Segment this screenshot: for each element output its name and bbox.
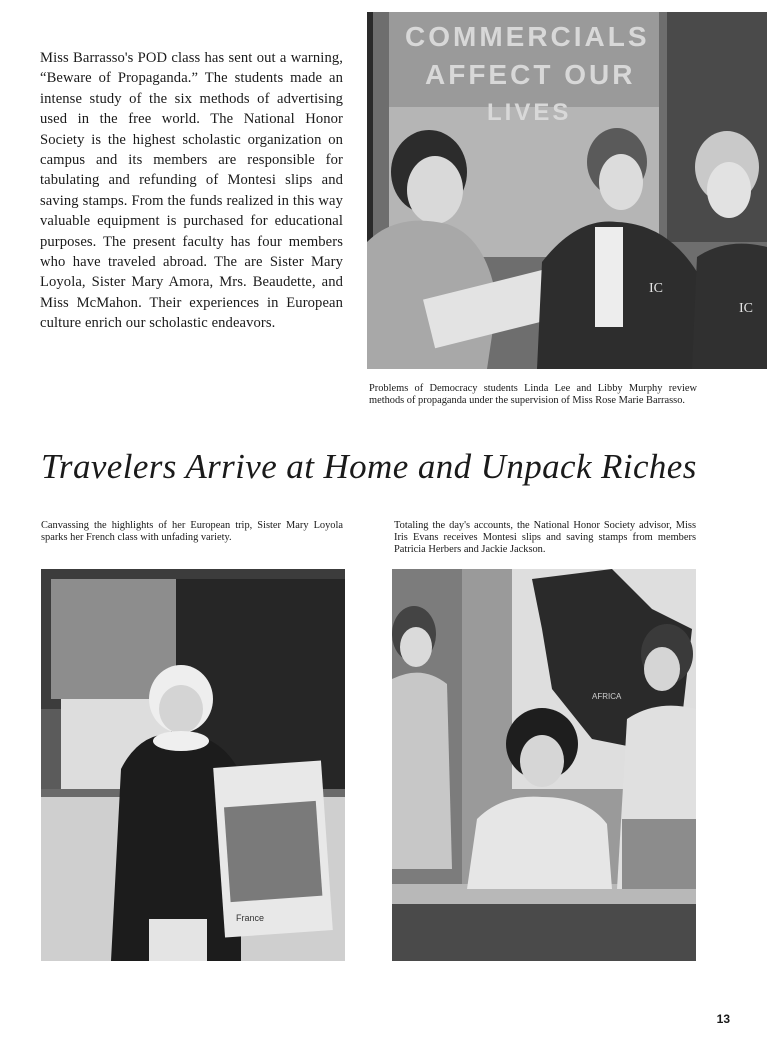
map-label: AFRICA: [592, 692, 622, 701]
photo-sister-mary-loyola: [41, 569, 345, 961]
photo-honor-society: [392, 569, 696, 961]
headline: Travelers Arrive at Home and Unpack Riches: [41, 447, 697, 486]
photo-propaganda-class: [367, 12, 767, 369]
caption-honor-society: Totaling the day's accounts, the National Honor Society advisor, Miss Iris Evans receives Montesi slips and saving stamps from members Patricia Herbers and Jackie Jackson.: [394, 520, 696, 555]
poster-label: France: [236, 913, 265, 923]
intro-paragraph: Miss Barrasso's POD class has sent out a warning, “Beware of Propaganda.” The students made an intense study of the six methods of advertising used in the free world. The National Honor Society is the highest scholastic organization on campus and its members are responsible for tabulating and refunding of Montesi slips and saving stamps. From the funds realized in this way valuable equipment is purchased for educational purposes. The present faculty has four members who have traveled abroad. The are Sister Mary Loyola, Sister Mary Amora, Mrs. Beaudette, and Miss McMahon. Their experiences in European culture enrich our scholastic endeavors.: [40, 50, 343, 332]
sign-line-2: AFFECT OUR: [425, 59, 636, 90]
caption-french-class: Canvassing the highlights of her European trip, Sister Mary Loyola sparks her French class with unfading variety.: [41, 520, 343, 543]
sign-line-3: LIVES: [487, 99, 572, 126]
caption-propaganda-class: Problems of Democracy students Linda Lee and Libby Murphy review methods of propaganda under the supervision of Miss Rose Marie Barrasso.: [369, 383, 697, 406]
blazer-badge-1: IC: [649, 281, 663, 296]
sign-line-1: COMMERCIALS: [405, 21, 650, 52]
page-number: 13: [716, 1012, 730, 1026]
blazer-badge-2: IC: [739, 301, 753, 316]
